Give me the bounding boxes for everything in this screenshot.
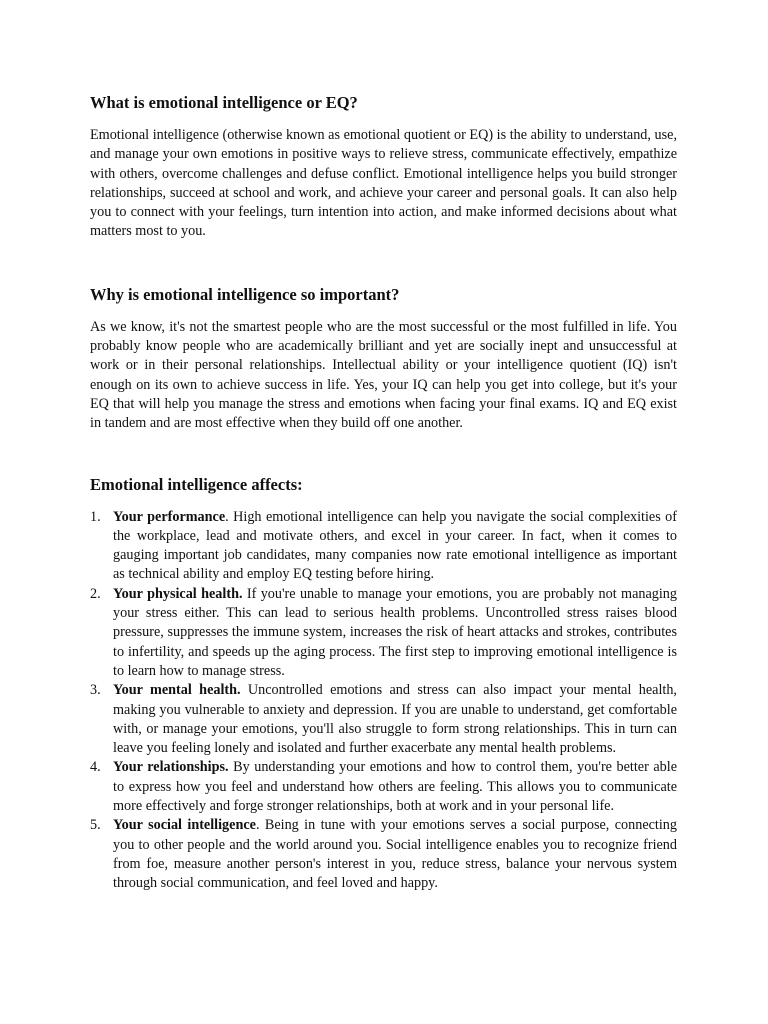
heading-what-is-eq: What is emotional intelligence or EQ? (90, 93, 358, 112)
list-item-relationships (90, 758, 677, 816)
list-number: 4. (90, 759, 101, 776)
document-page (90, 92, 677, 894)
list-number: 2. (90, 585, 101, 602)
list-item-physical-health (90, 585, 677, 681)
list-item-social-intelligence (90, 816, 677, 893)
heading-why-important: Why is emotional intelligence so important? (90, 284, 400, 304)
section-what-is-eq (90, 92, 677, 242)
heading-eq-affects: Emotional intelligence affects: (90, 474, 303, 494)
list-number: 1. (90, 508, 101, 525)
list-item-text: Uncontrolled emotions and stress can also impact your mental health, making you vulnerable to anxiety and depression. If you are unable to understand, get comfortable with, or manage your emotions, you'll also struggle to form strong relationships. This in turn can leave you feeling lonely and isolated and further exacerbate any mental health problems. (113, 682, 677, 757)
list-item-text: By understanding your emotions and how to control them, you're better able to express how you feel and understand how others are feeling. This allows you to communicate more effectively and forge stronger relationships, both at work and in your personal life. (113, 759, 677, 815)
list-number: 3. (90, 682, 101, 699)
paragraph-what-is-eq: Emotional intelligence (otherwise known as emotional quotient or EQ) is the ability to understand, use, and manage your own emotions in positive ways to relieve stress, communicate effectively, empathize with others, overcome challenges and defuse conflict. Emotional intelligence helps you build stronger relationships, succeed at school and work, and achieve your career and personal goals. It can also help you to connect with your feelings, turn intention into action, and make informed decisions about what matters most to you. (90, 127, 677, 240)
section-eq-affects (90, 474, 677, 894)
list-item-title: Your physical health. (113, 585, 243, 602)
list-item-title: Your mental health. (113, 682, 241, 699)
list-item-text: . Being in tune with your emotions serves a social purpose, connecting you to other people and the world around you. Social intelligence enables you to recognize friend from foe, measure another person's interest in you, reduce stress, balance your nervous system through social communication, and feel loved and happy. (113, 817, 677, 892)
affects-list (90, 508, 677, 894)
list-item-text: . High emotional intelligence can help you navigate the social complexities of the workplace, lead and motivate others, and excel in your career. In fact, when it comes to gauging important job candidates, many companies now rate emotional intelligence as important as technical ability and employ EQ testing before hiring. (113, 508, 677, 583)
list-number: 5. (90, 817, 101, 834)
list-item-text: If you're unable to manage your emotions, you are probably not managing your stress either. This can lead to serious health problems. Uncontrolled stress raises blood pressure, suppresses the immune system, increases the risk of heart attacks and strokes, contributes to infertility, and speeds up the aging process. The first step to improving emotional intelligence is to learn how to manage stress. (113, 585, 677, 679)
list-item-performance (90, 508, 677, 585)
paragraph-why-important: As we know, it's not the smartest people who are the most successful or the most fulfilled in life. You probably know people who are academically brilliant and yet are socially inept and unsuccessful at work or in their personal relationships. Intellectual ability or your intelligence quotient (IQ) isn't enough on its own to achieve success in life. Yes, your IQ can help you get into college, but it's your EQ that will help you manage the stress and emotions when facing your final exams. IQ and EQ exist in tandem and are most effective when they build off one another. (90, 318, 677, 432)
list-item-title: Your relationships. (113, 759, 229, 776)
section-why-important (90, 284, 677, 434)
list-item-mental-health (90, 681, 677, 758)
list-item-title: Your social intelligence (113, 817, 256, 834)
list-item-title: Your performance (113, 508, 226, 525)
